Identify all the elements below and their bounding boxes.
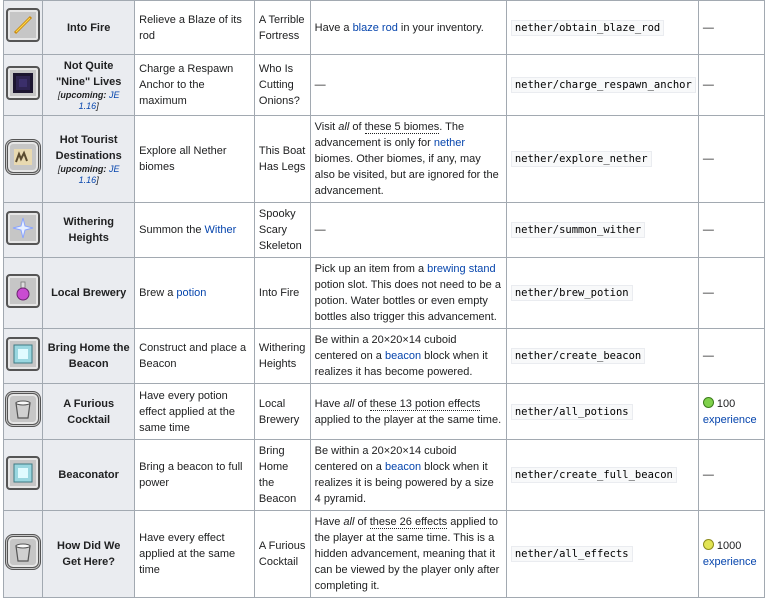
table-row xyxy=(4,440,765,511)
icon-cell xyxy=(4,329,43,384)
beacon-link[interactable]: beacon xyxy=(384,461,422,473)
table-row xyxy=(4,258,765,329)
actual-requirements: Pick up an item from a brewing stand potion slot. This does not need to be a potion. Water bottles or even empty bottles also trigger this advancement. xyxy=(310,258,506,329)
icon-cell xyxy=(4,384,43,440)
wither-link[interactable]: Wither xyxy=(204,224,237,236)
table-row xyxy=(4,329,765,384)
advancement-name: A Furious Cocktail xyxy=(43,384,135,440)
advancement-parent: This Boat Has Legs xyxy=(254,116,310,203)
reward: — xyxy=(698,258,764,329)
reward: — xyxy=(698,329,764,384)
resource-location: nether/obtain_blaze_rod xyxy=(506,1,698,55)
advancement-description: Brew a potion xyxy=(135,258,255,329)
advancement-description: Construct and place a Beacon xyxy=(135,329,255,384)
icon-cell xyxy=(4,203,43,258)
advancement-name: Hot Tourist Destinations [upcoming: JE 1.16] xyxy=(43,116,135,203)
icon-cell xyxy=(4,258,43,329)
brewing-stand-link[interactable]: brewing stand xyxy=(427,263,496,275)
advancement-name: Into Fire xyxy=(43,1,135,55)
upcoming-version-link[interactable]: JE 1.16 xyxy=(78,90,120,111)
beacon-icon xyxy=(6,337,40,371)
advancement-parent: Who Is Cutting Onions? xyxy=(254,55,310,116)
advancement-name: Beaconator xyxy=(43,440,135,511)
icon-cell xyxy=(4,511,43,598)
advancement-parent: A Furious Cocktail xyxy=(254,511,310,598)
reward: 1000 experience xyxy=(698,511,764,598)
nether-link[interactable]: nether xyxy=(433,137,466,149)
icon-cell xyxy=(4,440,43,511)
actual-requirements: Have all of these 13 potion effects applied to the player at the same time. xyxy=(310,384,506,440)
resource-location: nether/all_effects xyxy=(506,511,698,598)
resource-location: nether/explore_nether xyxy=(506,116,698,203)
advancement-description: Summon the Wither xyxy=(135,203,255,258)
table-row xyxy=(4,1,765,55)
potion-icon xyxy=(6,274,40,308)
advancement-parent: Bring Home the Beacon xyxy=(254,440,310,511)
respawn-anchor-icon xyxy=(6,66,40,100)
resource-location: nether/summon_wither xyxy=(506,203,698,258)
experience-orb-icon xyxy=(703,539,714,550)
advancement-parent: A Terrible Fortress xyxy=(254,1,310,55)
advancement-description: Have every effect applied at the same time xyxy=(135,511,255,598)
advancement-parent: Into Fire xyxy=(254,258,310,329)
actual-requirements: — xyxy=(310,203,506,258)
beacon-icon xyxy=(6,456,40,490)
experience-link[interactable]: experience xyxy=(702,556,757,568)
upcoming-version-link[interactable]: JE 1.16 xyxy=(78,164,120,185)
experience-orb-icon xyxy=(703,397,714,408)
nether-star-icon xyxy=(6,211,40,245)
advancement-parent: Withering Heights xyxy=(254,329,310,384)
table-row xyxy=(4,55,765,116)
advancement-description: Bring a beacon to full power xyxy=(135,440,255,511)
upcoming-note: [upcoming: JE 1.16] xyxy=(57,90,120,111)
resource-location: nether/charge_respawn_anchor xyxy=(506,55,698,116)
resource-location: nether/brew_potion xyxy=(506,258,698,329)
advancement-parent: Spooky Scary Skeleton xyxy=(254,203,310,258)
table-row xyxy=(4,511,765,598)
advancement-name: Bring Home the Beacon xyxy=(43,329,135,384)
map-icon xyxy=(5,139,41,175)
advancement-description: Explore all Nether biomes xyxy=(135,116,255,203)
effects-tooltip[interactable]: these 26 effects xyxy=(369,516,448,528)
actual-requirements: Have a blaze rod in your inventory. xyxy=(310,1,506,55)
resource-location: nether/create_full_beacon xyxy=(506,440,698,511)
reward: — xyxy=(698,55,764,116)
reward: — xyxy=(698,203,764,258)
upcoming-note: [upcoming: JE 1.16] xyxy=(57,164,120,185)
advancement-name: Local Brewery xyxy=(43,258,135,329)
milk-bucket-icon xyxy=(5,534,41,570)
blaze-rod-link[interactable]: blaze rod xyxy=(352,21,398,34)
actual-requirements: Be within a 20×20×14 cuboid centered on a beacon block when it realizes it has become powered. xyxy=(310,329,506,384)
biomes-tooltip[interactable]: these 5 biomes xyxy=(364,121,440,133)
advancement-description: Relieve a Blaze of its rod xyxy=(135,1,255,55)
reward: — xyxy=(698,1,764,55)
advancement-description: Have every potion effect applied at the same time xyxy=(135,384,255,440)
reward: — xyxy=(698,116,764,203)
actual-requirements: — xyxy=(310,55,506,116)
advancement-name: How Did We Get Here? xyxy=(43,511,135,598)
experience-link[interactable]: experience xyxy=(702,413,757,426)
resource-location: nether/all_potions xyxy=(506,384,698,440)
table-row xyxy=(4,116,765,203)
icon-cell xyxy=(4,116,43,203)
icon-cell xyxy=(4,55,43,116)
icon-cell xyxy=(4,1,43,55)
advancement-name: Not Quite "Nine" Lives [upcoming: JE 1.16] xyxy=(43,55,135,116)
advancement-description: Charge a Respawn Anchor to the maximum xyxy=(135,55,255,116)
table-row xyxy=(4,203,765,258)
advancement-name: Withering Heights xyxy=(43,203,135,258)
potion-effects-tooltip[interactable]: these 13 potion effects xyxy=(369,397,481,410)
beacon-link[interactable]: beacon xyxy=(384,350,422,362)
table-row xyxy=(4,384,765,440)
advancement-parent: Local Brewery xyxy=(254,384,310,440)
actual-requirements: Be within a 20×20×14 cuboid centered on a beacon block when it realizes it is being powered by a size 4 pyramid. xyxy=(310,440,506,511)
milk-bucket-icon xyxy=(5,391,41,427)
actual-requirements: Visit all of these 5 biomes. The advancement is only for nether biomes. Other biomes, if any, may also be visited, but are ignored for the advancement. xyxy=(310,116,506,203)
potion-link[interactable]: potion xyxy=(176,287,207,299)
resource-location: nether/create_beacon xyxy=(506,329,698,384)
reward: — xyxy=(698,440,764,511)
actual-requirements: Have all of these 26 effects applied to the player at the same time. This is a hidden advancement, meaning that it can be viewed by the player only after completing it. xyxy=(310,511,506,598)
reward: 100 experience xyxy=(698,384,764,440)
advancements-table xyxy=(3,0,765,598)
blaze-rod-icon xyxy=(6,8,40,42)
